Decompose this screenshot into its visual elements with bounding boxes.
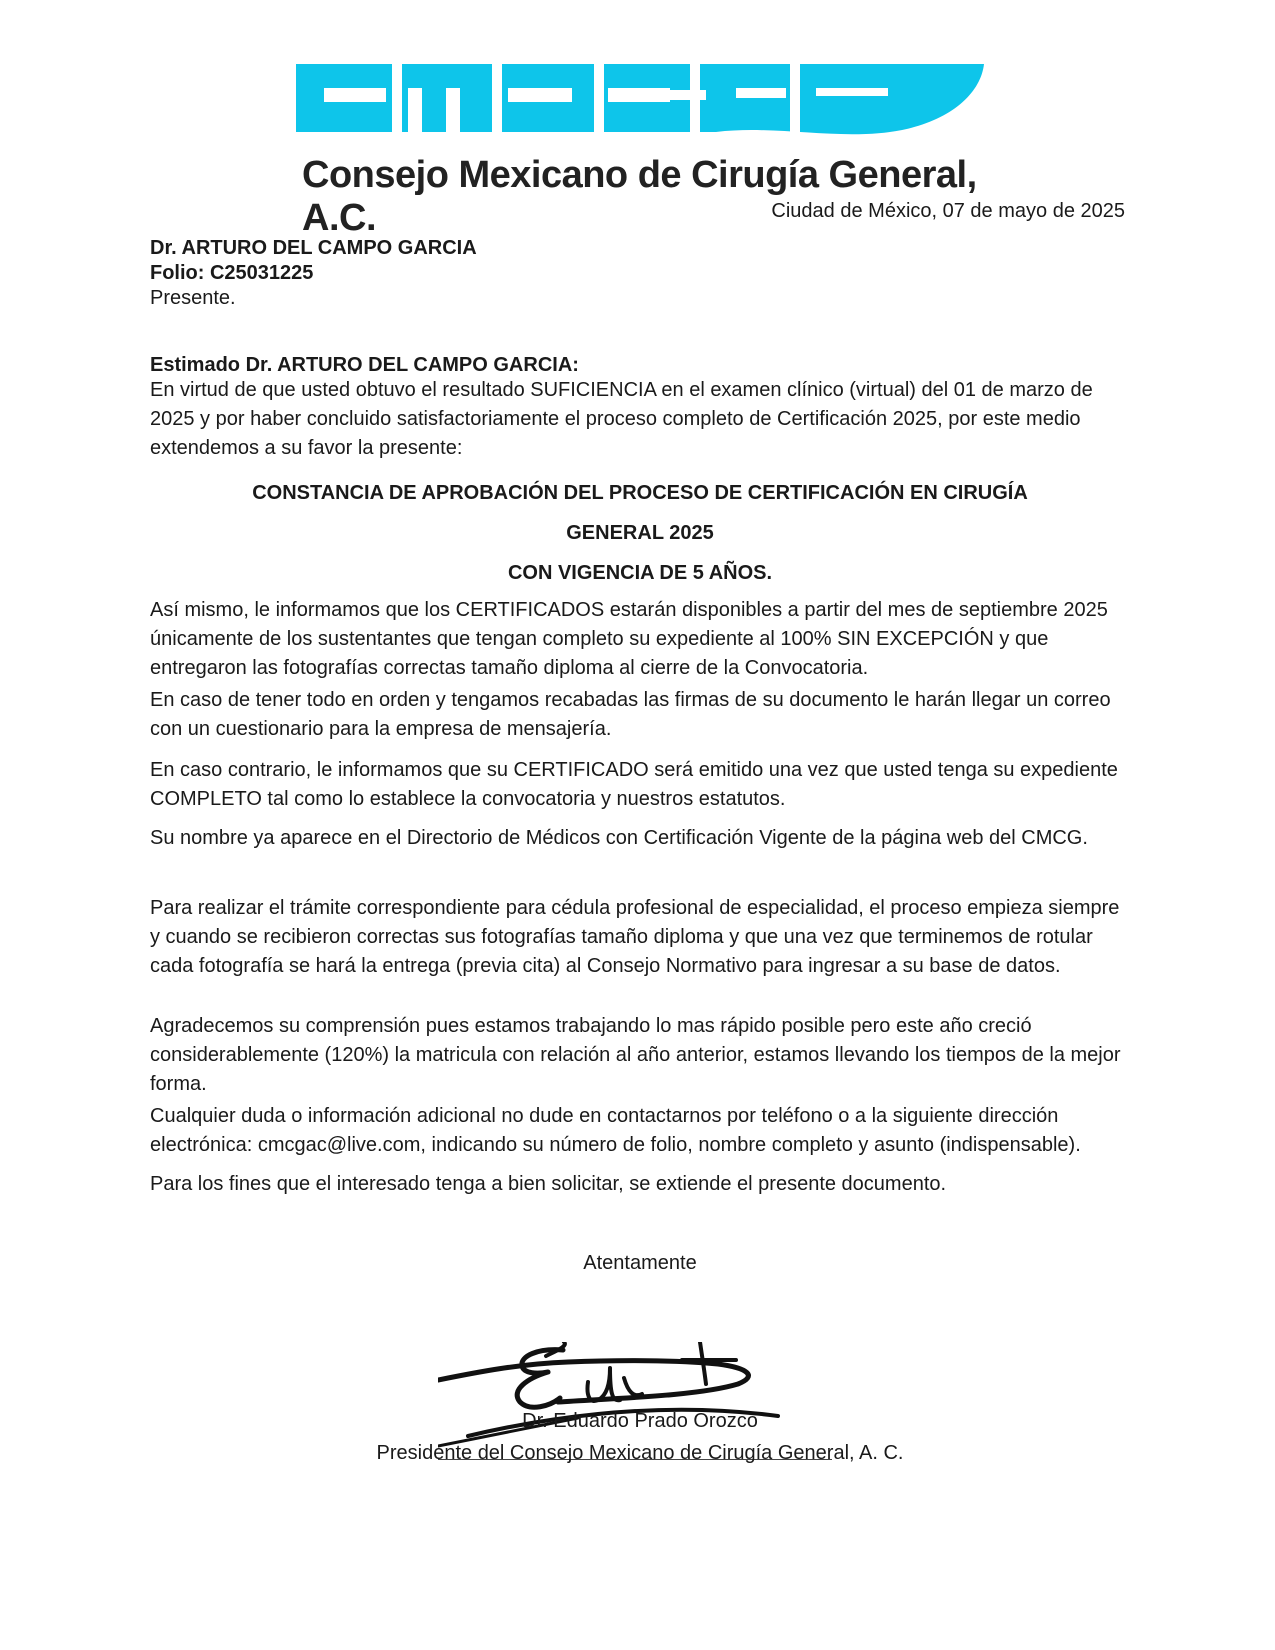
paragraph-directory: Su nombre ya aparece en el Directorio de Médicos con Certificación Vigente de la página web del CMCG. [150, 827, 1088, 849]
organization-name: Consejo Mexicano de Cirugía General, A.C. [302, 154, 977, 239]
signer-title: Presidente del Consejo Mexicano de Cirugía General, A. C. [376, 1442, 904, 1464]
recipient-folio: Folio: C25031225 [150, 262, 314, 284]
certificate-title-line3: CON VIGENCIA DE 5 AÑOS. [507, 562, 773, 584]
cmcg-logo-graphic [296, 60, 1031, 140]
paragraph-closing: Para los fines que el interesado tenga a bien solicitar, se extiende el presente documento. [150, 1173, 947, 1195]
valediction: Atentamente [583, 1252, 697, 1274]
paragraph-intro: En virtud de que usted obtuvo el resultado SUFICIENCIA en el examen clínico (virtual) del 01 de marzo de 2025 y por haber concluido satisfactoriamente el proceso completo de Certificación 2025, por este medio extendemos a su favor la presente: [150, 379, 1093, 459]
paragraph-certificates: Así mismo, le informamos que los CERTIFICADOS estarán disponibles a partir del mes de septiembre 2025 únicamente de los sustentantes que tengan completo su expediente al 100% SIN EXCEPCIÓN y que entregaron las fotografías correctas tamaño diploma al cierre de la Convocatoria. [150, 599, 1108, 679]
paragraph-thanks: Agradecemos su comprensión pues estamos trabajando lo mas rápido posible pero este año creció considerablemente (120%) la matricula con relación al año anterior, estamos llevando los tiempos de la mejor forma. [150, 1015, 1121, 1095]
paragraph-delivery: En caso de tener todo en orden y tengamos recabadas las firmas de su documento le harán llegar un correo con un cuestionario para la empresa de mensajería. [150, 689, 1111, 740]
recipient-name: Dr. ARTURO DEL CAMPO GARCIA [150, 237, 477, 259]
certificate-title-line1: CONSTANCIA DE APROBACIÓN DEL PROCESO DE CERTIFICACIÓN EN CIRUGÍA [252, 482, 1028, 504]
certificate-title-line2: GENERAL 2025 [566, 522, 714, 544]
recipient-block [150, 236, 477, 311]
signer-name: Dr. Eduardo Prado Orozco [522, 1410, 758, 1432]
paragraph-contact: Cualquier duda o información adicional no dude en contactarnos por teléfono o a la siguiente dirección electrónica: cmcgac@live.com, indicando su número de folio, nombre completo y asunto (indispensable). [150, 1105, 1081, 1156]
date-line: Ciudad de México, 07 de mayo de 2025 [771, 200, 1125, 222]
paragraph-contrary: En caso contrario, le informamos que su CERTIFICADO será emitido una vez que usted tenga su expediente COMPLETO tal como lo establece la convocatoria y nuestros estatutos. [150, 759, 1118, 810]
salutation: Estimado Dr. ARTURO DEL CAMPO GARCIA: [150, 354, 579, 376]
recipient-presente: Presente. [150, 287, 236, 309]
paragraph-cedula: Para realizar el trámite correspondiente para cédula profesional de especialidad, el proceso empieza siempre y cuando se recibieron correctas sus fotografías tamaño diploma y que una vez que terminemos de rotular cada fotografía se hará la entrega (previa cita) al Consejo Normativo para ingresar a su base de datos. [150, 897, 1120, 977]
